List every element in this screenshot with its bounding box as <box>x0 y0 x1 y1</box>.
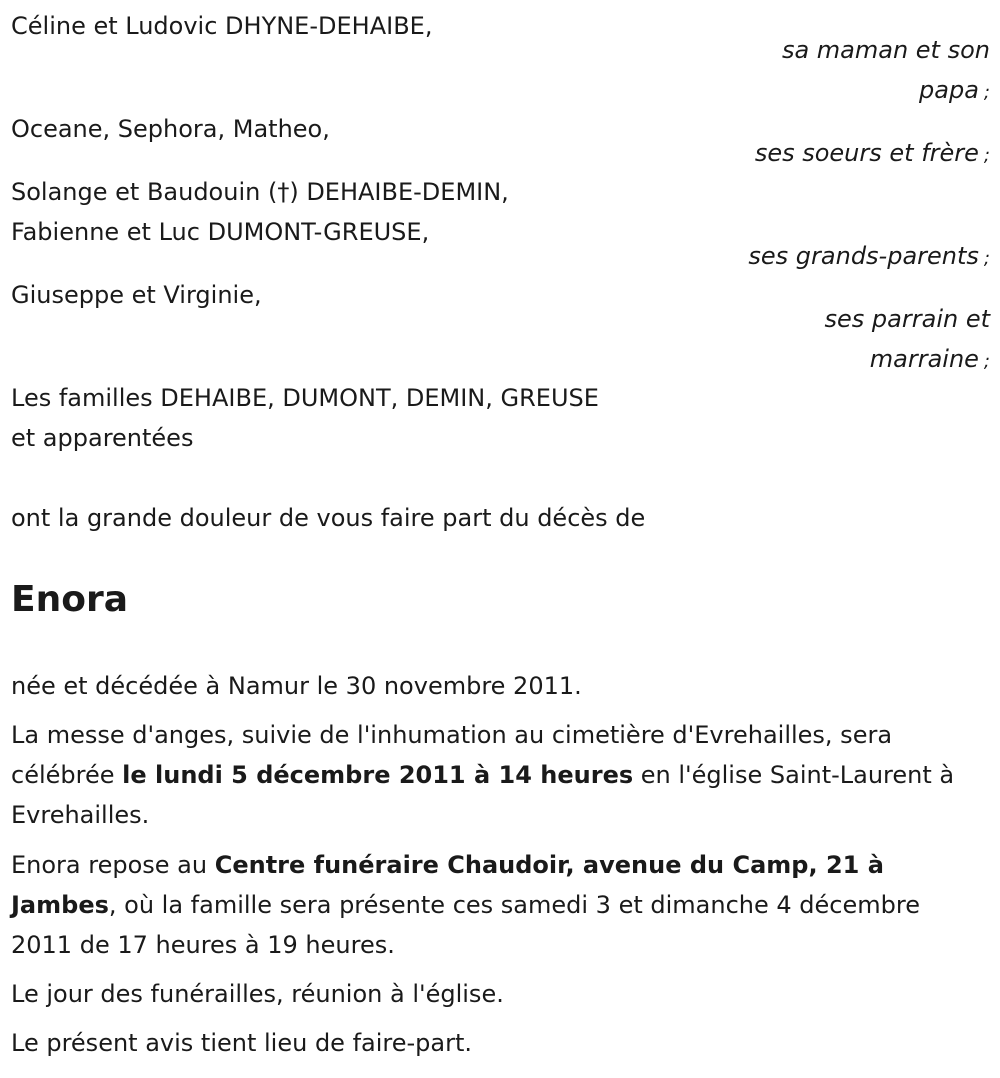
grandparents-line1 <box>11 172 509 212</box>
grandparents-1-prefix: Solange et Baudouin ( <box>11 178 278 206</box>
notice-line: Le présent avis tient lieu de faire-part. <box>11 1029 473 1057</box>
siblings-role <box>755 133 990 173</box>
birth-death-line: née et décédée à Namur le 30 novembre 2011. <box>11 672 582 700</box>
godparents-role-line1: ses parrain et <box>824 305 990 333</box>
parents-role-text: papa <box>919 76 979 104</box>
repose-paragraph <box>11 845 986 965</box>
godparents-role-text: marraine <box>869 345 979 373</box>
parents-role-line2 <box>919 70 990 110</box>
separator-semicolon: ; <box>983 145 990 166</box>
separator-semicolon: ; <box>983 248 990 269</box>
mass-paragraph <box>11 715 986 835</box>
grandparents-role-text: ses grands-parents <box>748 242 979 270</box>
families-line2: et apparentées <box>11 424 194 452</box>
repose-text-before: Enora repose au <box>11 851 215 879</box>
godparents-role-line2 <box>870 339 990 379</box>
separator-semicolon: ; <box>983 82 990 103</box>
announcement-text: ont la grande douleur de vous faire part du décès de <box>11 504 646 532</box>
parents-names: Céline et Ludovic DHYNE-DEHAIBE, <box>11 12 433 40</box>
mass-text-before: La messe d'anges, suivie de l'inhumation au cimetière d'Evrehailles, sera célébrée <box>11 721 893 789</box>
siblings-names: Oceane, Sephora, Matheo, <box>11 115 330 143</box>
deceased-name: Enora <box>11 579 128 620</box>
siblings-role-text: ses soeurs et frère <box>754 139 979 167</box>
grandparents-role <box>748 236 990 276</box>
parents-role-line1: sa maman et son <box>781 36 990 64</box>
families-line1: Les familles DEHAIBE, DUMONT, DEMIN, GREUSE <box>11 384 599 412</box>
repose-location: Centre funéraire Chaudoir, avenue du Camp, 21 à Jambes <box>11 851 884 919</box>
cross-icon: † <box>277 178 290 206</box>
mass-text-after: en l'église Saint-Laurent à Evrehailles. <box>11 761 955 829</box>
meeting-line: Le jour des funérailles, réunion à l'église. <box>11 980 504 1008</box>
grandparents-line2: Fabienne et Luc DUMONT-GREUSE, <box>11 218 430 246</box>
mass-date-time: le lundi 5 décembre 2011 à 14 heures <box>122 761 634 789</box>
separator-semicolon: ; <box>983 351 990 372</box>
grandparents-1-suffix: ) DEHAIBE-DEMIN, <box>289 178 509 206</box>
godparents-names: Giuseppe et Virginie, <box>11 281 262 309</box>
repose-text-after: , où la famille sera présente ces samedi 3 et dimanche 4 décembre 2011 de 17 heures à 19 heures. <box>11 891 920 959</box>
